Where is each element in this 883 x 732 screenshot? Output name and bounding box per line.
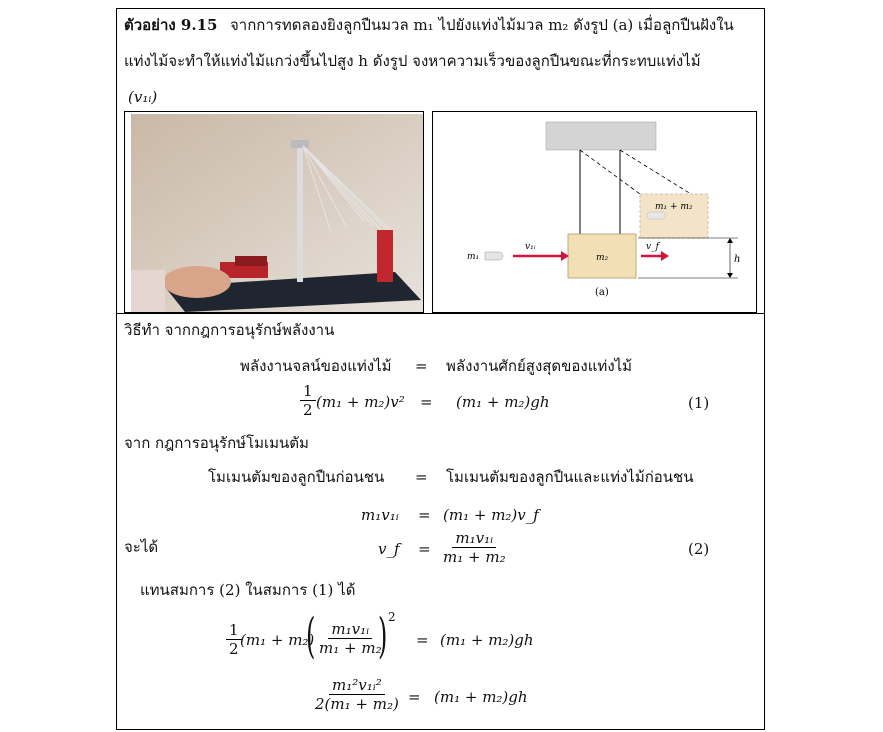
equals-sign: = — [416, 631, 429, 649]
vf-arrow — [661, 251, 669, 261]
energy-rhs: พลังงานศักย์สูงสุดของแท่งไม้ — [446, 357, 633, 375]
eq2-number: (2) — [688, 540, 710, 558]
photo-frame — [124, 111, 424, 313]
label-m1: m₁ — [467, 252, 480, 262]
eq3-rhs: (m₁ + m₂)gh — [440, 631, 534, 649]
momentum-heading: จาก กฎการอนุรักษ์โมเมนตัม — [124, 434, 309, 452]
eq3-right-paren: ) — [378, 608, 388, 664]
example-title: ตัวอย่าง 9.15 — [124, 16, 218, 34]
get-label: จะได้ — [124, 538, 159, 556]
ceiling-support — [546, 122, 656, 150]
eq-momentum-lhs: m₁v₁ᵢ — [361, 506, 399, 524]
fraction-half: $\frac{1}{2}$ — [300, 382, 316, 419]
eq3-mass-sum: (m₁ + m₂) — [240, 631, 315, 649]
label-v1i: v₁ᵢ — [525, 242, 536, 252]
equals-sign: = — [415, 357, 428, 375]
label-m2: m₂ — [596, 253, 609, 263]
ballistic-pendulum-photo — [125, 112, 423, 312]
eq3-fraction: $\frac{\text{m₁v₁ᵢ}}{\text{m₁ + m₂}}$ — [319, 620, 382, 657]
diagram-frame — [432, 111, 757, 313]
label-h: h — [734, 254, 741, 265]
eq1-rhs: (m₁ + m₂)gh — [456, 393, 550, 411]
figure-caption: (a) — [595, 287, 609, 298]
ballistic-pendulum-diagram — [433, 112, 756, 312]
eq4-fraction: $\frac{\text{m₁²v₁ᵢ²}}{\text{2(m₁ + m₂)}}$ — [315, 676, 399, 713]
problem-line-2: แท่งไม้จะทำให้แท่งไม้แกว่งขึ้นไปสูง h ดังรูป จงหาความเร็วของลูกปืนขณะที่กระทบแท่งไม้ — [124, 52, 701, 70]
equals-sign: = — [418, 506, 431, 524]
eq1-number: (1) — [688, 394, 710, 412]
energy-lhs: พลังงานจลน์ของแท่งไม้ — [240, 357, 392, 375]
substitution-text: แทนสมการ (2) ในสมการ (1) ได้ — [140, 581, 356, 599]
momentum-rhs: โมเมนตัมของลูกปืนและแท่งไม้ก่อนชน — [446, 468, 694, 486]
embedded-bullet — [647, 212, 665, 219]
eq3-left-paren: ( — [306, 608, 316, 664]
solution-heading: วิธีทำ จากกฎการอนุรักษ์พลังงาน — [124, 321, 335, 339]
equals-sign: = — [420, 393, 433, 411]
bullet — [485, 252, 503, 260]
eq3-half: $\frac{1}{2}$ — [226, 621, 242, 658]
eq2-fraction: $\frac{\text{m₁v₁ᵢ}}{\text{m₁ + m₂}}$ — [443, 529, 506, 566]
equals-sign: = — [408, 688, 421, 706]
label-m1-plus-m2: m₁ + m₂ — [655, 202, 693, 212]
eq-momentum-rhs: (m₁ + m₂)v_f — [443, 506, 539, 524]
momentum-lhs: โมเมนตัมของลูกปืนก่อนชน — [208, 468, 385, 486]
problem-line-3: (v₁ᵢ) — [128, 88, 158, 106]
problem-line-1: จากการทดลองยิงลูกปืนมวล m₁ ไปยังแท่งไม้มวล m₂ ดังรูป (a) เมื่อลูกปืนฝังใน — [230, 16, 734, 34]
eq1-lhs: (m₁ + m₂)v² — [316, 393, 405, 411]
eq4-rhs: (m₁ + m₂)gh — [434, 688, 528, 706]
equals-sign: = — [418, 540, 431, 558]
label-vf: v_f — [646, 242, 659, 252]
eq2-lhs: v_f — [378, 540, 400, 558]
eq3-exponent: 2 — [388, 610, 396, 624]
equals-sign: = — [415, 468, 428, 486]
